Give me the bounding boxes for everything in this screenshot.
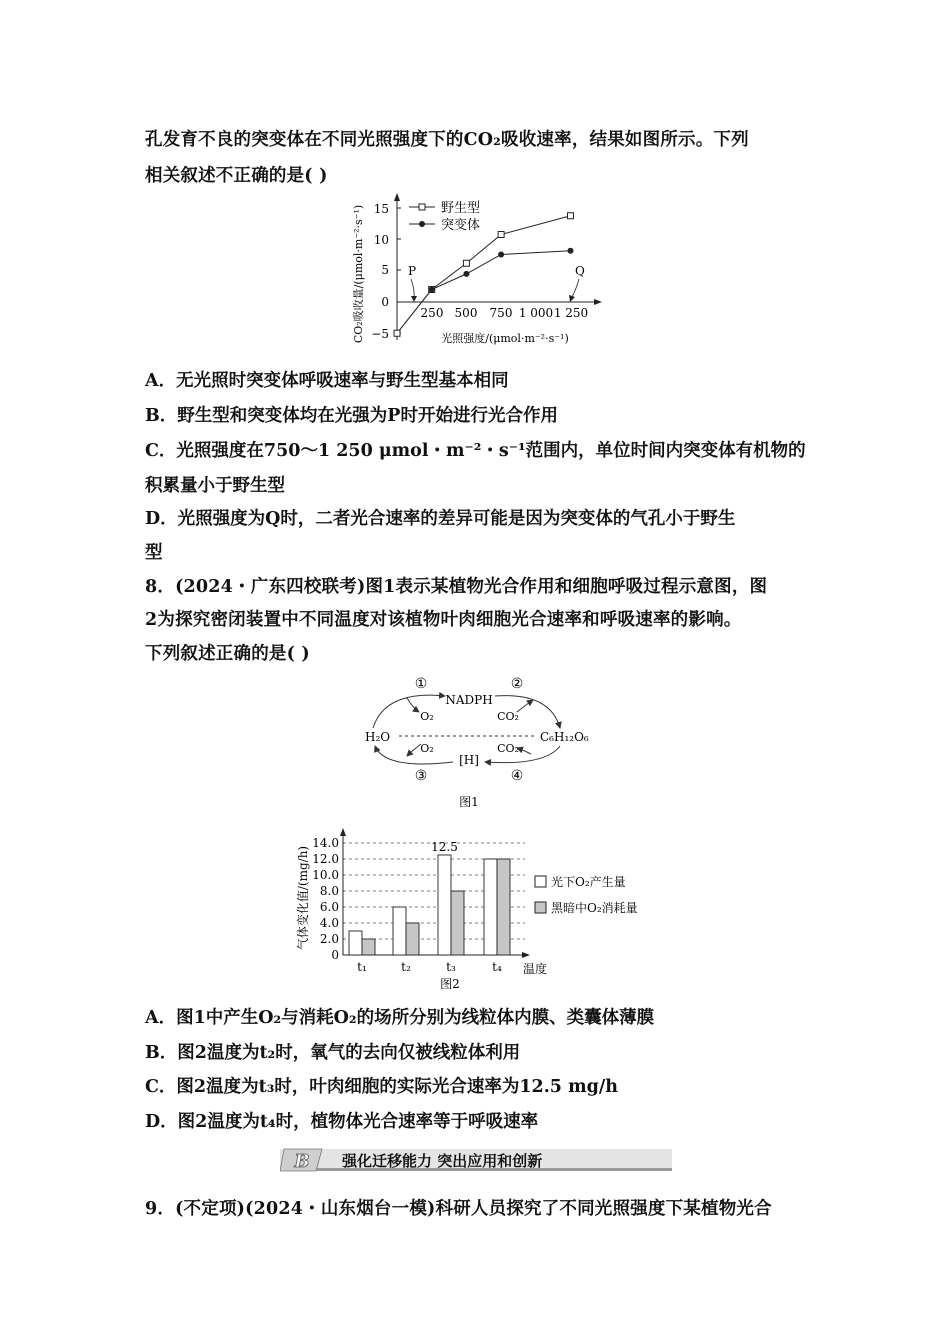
q7-option-b: B．野生型和突变体均在光强为P时开始进行光合作用 [145, 406, 558, 426]
fig1-o2-bottom: O₂ [420, 742, 434, 755]
q8-option-b: B．图2温度为t₂时，氧气的去向仅被线粒体利用 [145, 1043, 521, 1063]
q7-p-arrowhead [411, 296, 417, 302]
q7-y-arrow [394, 193, 400, 201]
fig1-circle-2: ② [510, 676, 524, 692]
fig2-bar-dark-2 [406, 923, 419, 955]
q7-annotation-q-arrow [571, 279, 579, 299]
q7-ytick-0: 0 [381, 295, 389, 309]
fig2-caption: 图2 [440, 977, 460, 991]
fig1-h2o: H₂O [365, 730, 391, 744]
q7-point-wild-3 [498, 232, 504, 238]
fig2-bars [349, 855, 510, 955]
fig1-arrow-h-to-h2o [375, 746, 453, 764]
fig2-bar-light-1 [349, 931, 362, 955]
fig1-c6h12o6: C₆H₁₂O₆ [540, 730, 589, 744]
q7-chart-yticks [371, 202, 389, 341]
q9-stem-line1: 9．(不定项)(2024・山东烟台一模)科研人员探究了不同光照强度下某植物光合 [145, 1199, 772, 1219]
fig2-bar-dark-3 [451, 891, 464, 955]
q7-chart-ylabel: CO₂吸收量/(μmol·m⁻²·s⁻¹) [352, 204, 365, 344]
fig2-bar-dark-4 [497, 859, 510, 955]
fig1-circle-1: ① [414, 676, 428, 692]
q7-ytick-5: 5 [381, 263, 389, 277]
fig2-x-arrow [522, 952, 530, 958]
fig1-h: [H] [459, 753, 479, 767]
fig2-xtick-t3: t₃ [446, 960, 456, 974]
fig1-arrow-co2-in [517, 700, 533, 712]
q7-legend-mutant: 突变体 [441, 218, 481, 233]
q7-chart-xlabel: 光照强度/(μmol·m⁻²·s⁻¹) [441, 332, 569, 345]
fig1-arrow-o2-release [407, 698, 419, 712]
fig2-ytick-6: 6.0 [319, 900, 339, 914]
fig1-arrow-o2-consume [407, 744, 421, 756]
fig2-bar-dark-1 [362, 939, 375, 955]
fig1-arrow-h2o-to-nadph [373, 695, 445, 728]
fig2-legend-light: 光下O₂产生量 [551, 875, 626, 889]
q7-option-c-line2: 积累量小于野生型 [145, 476, 285, 496]
q7-legend [409, 200, 480, 233]
q8-stem-line2: 2为探究密闭装置中不同温度对该植物叶肉细胞光合速率和呼吸速率的影响。 [145, 610, 742, 630]
fig2-peak-label: 12.5 [431, 840, 458, 854]
q7-line-chart [345, 192, 610, 352]
q7-legend-marker-wild [419, 204, 425, 210]
fig2-legend-swatch-dark [535, 902, 546, 913]
fig1-o2-top: O₂ [420, 710, 434, 723]
banner-text: 强化迁移能力 突出应用和创新 [342, 1152, 543, 1170]
q7-xtick-750: 750 [489, 306, 513, 320]
q7-ytick-15: 15 [373, 202, 389, 216]
banner-letter: B [294, 1151, 310, 1172]
q7-point-mutant-2 [463, 271, 469, 277]
q7-legend-marker-mutant [419, 221, 425, 227]
q7-point-wild-4 [568, 213, 574, 219]
fig2-ytick-12: 12.0 [312, 852, 339, 866]
fig2-bar-light-4 [484, 859, 497, 955]
fig2-legend-swatch-light [535, 876, 546, 887]
fig2-xtick-t2: t₂ [401, 960, 411, 974]
q7-point-mutant-1 [429, 287, 435, 293]
fig1-nadph: NADPH [445, 693, 493, 707]
fig2-ytick-0: 0 [331, 948, 339, 962]
q8-stem-line3: 下列叙述正确的是( ) [145, 644, 310, 664]
fig2-xlabel: 温度 [522, 962, 548, 976]
q7-chart-xticks [421, 306, 589, 320]
q8-option-d: D．图2温度为t₄时，植物体光合速率等于呼吸速率 [145, 1112, 539, 1132]
fig2-bar-light-2 [393, 907, 406, 955]
q7-annotation-q: Q [575, 264, 585, 278]
q7-xtick-1250: 1 250 [553, 306, 589, 320]
fig1-arrow-co2-out [517, 748, 531, 754]
fig2-ytick-8: 8.0 [319, 884, 339, 898]
q7-series-line-mutant [397, 251, 571, 334]
fig2-bar-light-3 [438, 855, 451, 955]
fig2-xticks [357, 960, 502, 974]
q8-option-c: C．图2温度为t₃时，叶肉细胞的实际光合速率为12.5 mg/h [145, 1077, 618, 1097]
q8-fig1-diagram [355, 670, 595, 815]
fig1-circle-4: ④ [510, 768, 524, 784]
q7-y-tickmarks [397, 208, 401, 333]
q7-annotation-p: P [408, 264, 417, 278]
q7-option-c-line1: C．光照强度在750～1 250 μmol・m⁻²・s⁻¹范围内，单位时间内突变体有机物的 [145, 441, 806, 461]
fig2-ytick-4: 4.0 [319, 916, 339, 930]
q7-legend-wild: 野生型 [441, 201, 481, 216]
q7-point-mutant-3 [498, 252, 504, 258]
q7-option-a: A．无光照时突变体呼吸速率与野生型基本相同 [145, 371, 509, 391]
fig2-xtick-t1: t₁ [357, 960, 367, 974]
fig1-co2-top: CO₂ [497, 710, 519, 723]
fig2-ytick-10: 10.0 [312, 868, 339, 882]
q7-q-arrowhead [569, 295, 575, 302]
q7-xtick-500: 500 [454, 306, 478, 320]
fig1-caption: 图1 [459, 795, 479, 809]
fig2-legend-dark: 黑暗中O₂消耗量 [551, 901, 638, 915]
q7-xtick-250: 250 [420, 306, 444, 320]
q8-fig2-bar-chart [295, 828, 675, 993]
q8-stem-line1: 8．(2024・广东四校联考)图1表示某植物光合作用和细胞呼吸过程示意图，图 [145, 577, 768, 597]
q7-x-arrow [594, 299, 602, 305]
q7-stem-line2: 相关叙述不正确的是( ) [145, 166, 328, 186]
q7-point-wild-2 [463, 260, 469, 266]
q7-option-d-line2: 型 [145, 543, 163, 563]
fig2-ylabel: 气体变化值/(mg/h) [296, 845, 310, 951]
q7-stem-line1: 孔发育不良的突变体在不同光照强度下的CO₂吸收速率，结果如图所示。下列 [145, 130, 749, 150]
q7-xtick-1000: 1 000 [518, 306, 554, 320]
q7-ytick-neg5: −5 [371, 327, 389, 341]
q7-point-start [394, 330, 400, 336]
section-banner [280, 1147, 672, 1173]
q7-option-d-line1: D．光照强度为Q时，二者光合速率的差异可能是因为突变体的气孔小于野生 [145, 509, 736, 529]
fig2-yticks [312, 836, 339, 962]
fig2-xtick-t4: t₄ [492, 960, 502, 974]
fig2-ytick-2: 2.0 [319, 932, 339, 946]
fig2-y-arrow [340, 828, 346, 836]
fig2-ytick-14: 14.0 [312, 836, 339, 850]
fig1-circle-3: ③ [414, 768, 428, 784]
q7-point-mutant-4 [568, 248, 574, 254]
fig2-legend [535, 874, 638, 915]
q7-ytick-10: 10 [373, 233, 389, 247]
fig1-co2-bottom: CO₂ [497, 742, 519, 755]
q8-option-a: A．图1中产生O₂与消耗O₂的场所分别为线粒体内膜、类囊体薄膜 [145, 1008, 655, 1028]
